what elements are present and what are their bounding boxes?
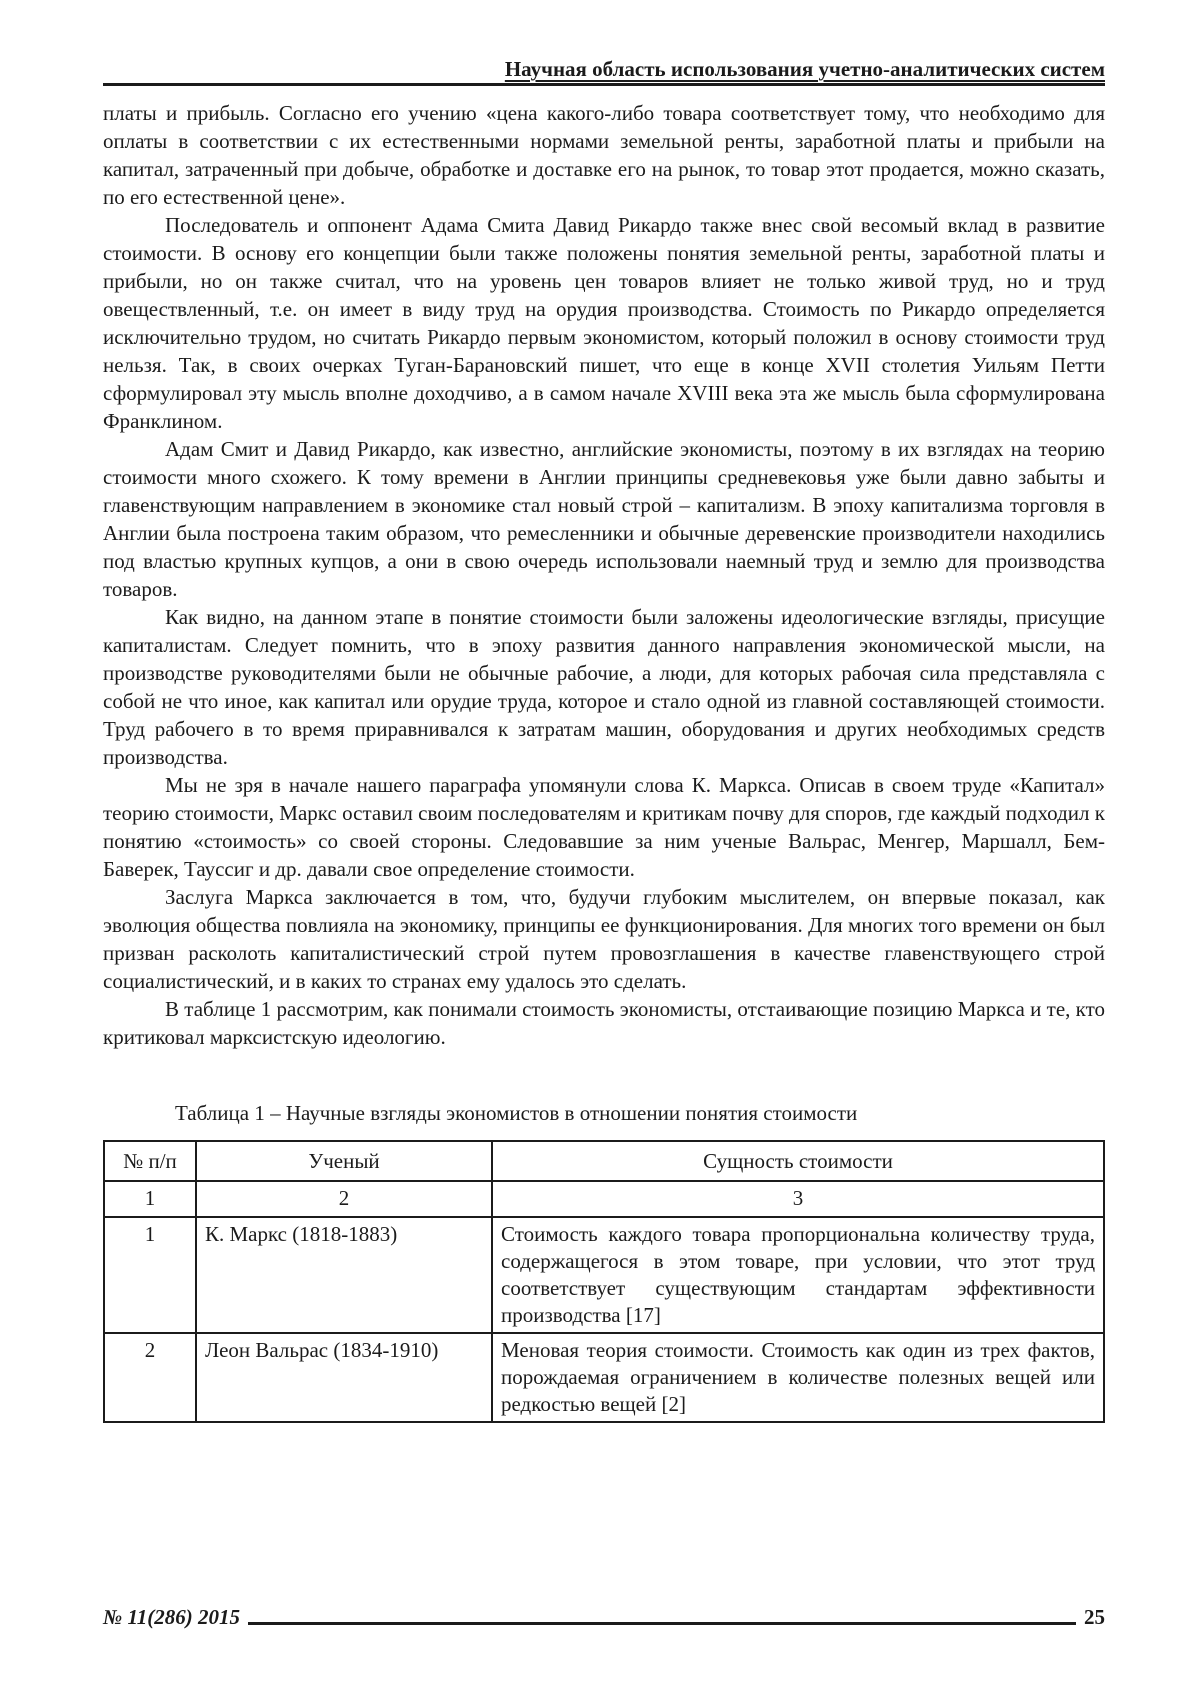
table-row xyxy=(104,1217,1104,1333)
essence-cell: Меновая теория стоимости. Стоимость как один из трех фактов, порождаемая ограничением в количестве полезных вещей или редкостью вещей [2] xyxy=(492,1333,1104,1422)
page-header xyxy=(103,56,1105,86)
column-header-number: № п/п xyxy=(104,1141,196,1181)
scientist-cell: К. Маркс (1818-1883) xyxy=(196,1217,492,1333)
essence-cell: Стоимость каждого товара пропорциональна количеству труда, содержащегося в этом товаре, при условии, что этот труд соответствует существующим стандартам эффективности производства [17] xyxy=(492,1217,1104,1333)
paragraph: платы и прибыль. Согласно его учению «цена какого-либо товара соответствует тому, что необходимо для оплаты в соответствии с их естественными нормами земельной ренты, заработной платы и прибыли на капитал, затраченный при добыче, обработке и доставке его на рынок, то товар этот продается, можно сказать, по его естественной цене». xyxy=(103,101,1105,209)
column-number: 1 xyxy=(104,1181,196,1217)
column-header-essence: Сущность стоимости xyxy=(492,1141,1104,1181)
footer-rule xyxy=(248,1622,1076,1625)
column-header-scientist: Ученый xyxy=(196,1141,492,1181)
paragraph: Как видно, на данном этапе в понятие стоимости были заложены идеологические взгляды, присущие капиталистам. Следует помнить, что в эпоху развития данного направления экономической мысли, на производстве руководителями были не обычные рабочие, а люди, для которых рабочая сила представляла с собой не что иное, как капитал или орудие труда, которое и стало одной из главной составляющей стоимости. Труд рабочего в то время приравнивался к затратам машин, оборудования и других необходимых средств производства. xyxy=(103,605,1105,769)
paragraph: Мы не зря в начале нашего параграфа упомянули слова К. Маркса. Описав в своем труде «Капитал» теорию стоимости, Маркс оставил своим последователям и критикам почву для споров, где каждый подходил к понятию «стоимость» со своей стороны. Следовавшие за ним ученые Вальрас, Менгер, Маршалл, Бем-Баверек, Тауссиг и др. давали свое определение стоимости. xyxy=(103,773,1105,881)
paragraph: Адам Смит и Давид Рикардо, как известно, английские экономисты, поэтому в их взглядах на теорию стоимости много схожего. К тому времени в Англии принципы средневековья уже были давно забыты и главенствующим направлением в экономике стал новый строй – капитализм. В эпоху капитализма торговля в Англии была построена таким образом, что ремесленники и обычные деревенские производители находились под властью крупных купцов, а они в свою очередь использовали наемный труд и землю для производства товаров. xyxy=(103,437,1105,601)
paragraph: Последователь и оппонент Адама Смита Давид Рикардо также внес свой весомый вклад в развитие стоимости. В основу его концепции были также положены понятия земельной ренты, заработной платы и прибыли, но он также считал, что на уровень цен товаров влияет не только живой труд, но и труд овеществленный, т.е. он имеет в виду труд на орудия производства. Стоимость по Рикардо определяется исключительно трудом, но считать Рикардо первым экономистом, который положил в основу стоимости труд нельзя. Так, в своих очерках Туган-Барановский пишет, что еще в конце XVII столетия Уильям Петти сформулировал эту мысль вполне доходчиво, а в самом начале XVIII века эта же мысль была сформулирована Франклином. xyxy=(103,213,1105,433)
page-footer xyxy=(103,1604,1105,1630)
paragraph: Заслуга Маркса заключается в том, что, будучи глубоким мыслителем, он впервые показал, как эволюция общества повлияла на экономику, принципы ее функционирования. Для многих того времени он был призван расколоть капиталистический строй путем провозглашения в качестве главенствующего строй социалистический, и в каких то странах ему удалось это сделать. xyxy=(103,885,1105,993)
paragraph: В таблице 1 рассмотрим, как понимали стоимость экономисты, отстаивающие позицию Маркса и те, кто критиковал марксистскую идеологию. xyxy=(103,997,1105,1049)
table-caption: Таблица 1 – Научные взгляды экономистов в отношении понятия стоимости xyxy=(175,1101,858,1125)
row-number-cell: 1 xyxy=(104,1217,196,1333)
running-head-title: Научная область использования учетно-аналитических систем xyxy=(504,57,1105,81)
scientist-cell: Леон Вальрас (1834-1910) xyxy=(196,1333,492,1422)
page-number: 25 xyxy=(1084,1605,1105,1629)
column-numbering-row xyxy=(104,1181,1104,1217)
column-number: 2 xyxy=(196,1181,492,1217)
journal-issue-label: № 11(286) 2015 xyxy=(103,1605,241,1629)
column-number: 3 xyxy=(492,1181,1104,1217)
economists-table xyxy=(103,1140,1105,1423)
table-header-row xyxy=(104,1141,1104,1181)
table-row xyxy=(104,1333,1104,1422)
body-text xyxy=(103,99,1105,1051)
row-number-cell: 2 xyxy=(104,1333,196,1422)
